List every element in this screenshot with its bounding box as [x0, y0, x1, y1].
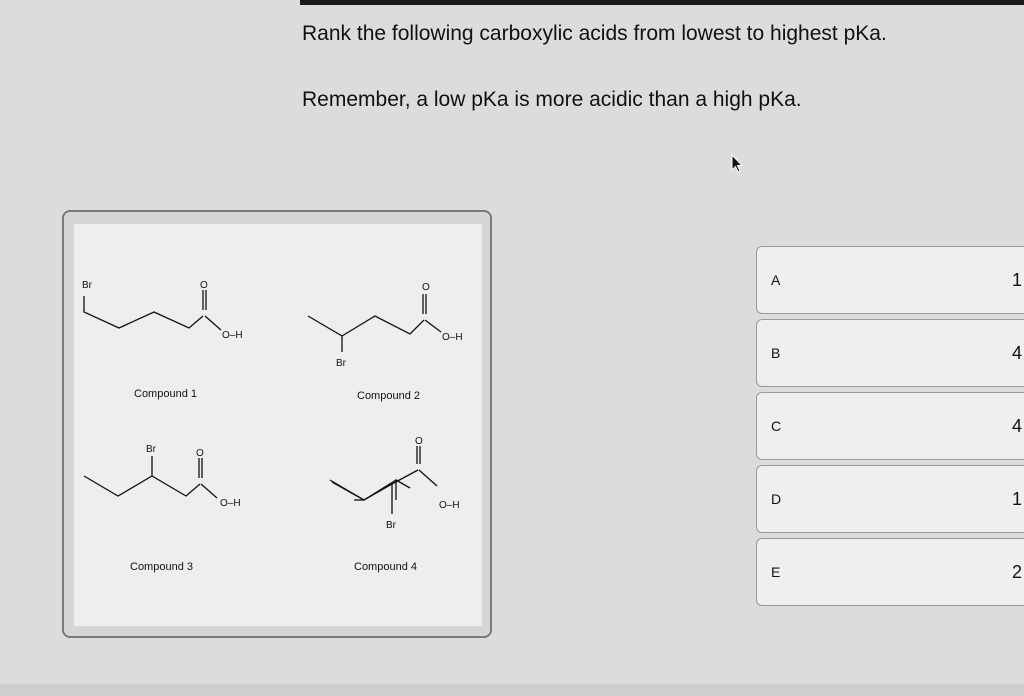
choice-b-letter: B	[771, 345, 781, 361]
compound-structures	[74, 224, 482, 626]
choice-c-value: 4	[1011, 416, 1022, 436]
structures-area	[74, 224, 482, 626]
question-text: Rank the following carboxylic acids from lowest to highest pKa.	[302, 22, 887, 45]
compound4-o-label: O	[415, 436, 423, 447]
compound4-br-label: Br	[386, 520, 396, 531]
compound1-caption: Compound 1	[134, 388, 197, 400]
compound4-caption: Compound 4	[354, 561, 417, 573]
choice-c-letter: C	[771, 418, 782, 434]
choice-e-value: 2	[1011, 562, 1022, 582]
structures-panel	[62, 210, 492, 638]
mouse-cursor-icon	[730, 154, 744, 174]
compound2-oh-label: O–H	[442, 332, 463, 343]
choice-c[interactable]	[756, 392, 1024, 460]
compound3-caption: Compound 3	[130, 561, 193, 573]
compound2-caption: Compound 2	[357, 390, 420, 402]
choice-b[interactable]	[756, 319, 1024, 387]
compound1-br-label: Br	[82, 280, 92, 291]
compound2-br-label: Br	[336, 358, 346, 369]
choice-d[interactable]	[756, 465, 1024, 533]
choice-b-value: 4	[1011, 343, 1022, 363]
choice-d-letter: D	[771, 491, 782, 507]
compound1-o-label: O	[200, 280, 208, 291]
compound4-oh-label: O–H	[439, 500, 460, 511]
choice-a-letter: A	[771, 272, 781, 288]
choice-e-letter: E	[771, 564, 781, 580]
compound1-oh-label: O–H	[222, 330, 243, 341]
compound3-o-label: O	[196, 448, 204, 459]
question-hint: Remember, a low pKa is more acidic than a high pKa.	[302, 88, 802, 111]
choice-d-value: 1	[1011, 489, 1022, 509]
choice-a-value: 1	[1011, 270, 1022, 290]
bottom-bar	[0, 684, 1024, 696]
compound2-o-label: O	[422, 282, 430, 293]
compound3-br-label: Br	[146, 444, 156, 455]
top-bar	[300, 0, 1024, 5]
choice-a[interactable]	[756, 246, 1024, 314]
choice-e[interactable]	[756, 538, 1024, 606]
compound3-oh-label: O–H	[220, 498, 241, 509]
